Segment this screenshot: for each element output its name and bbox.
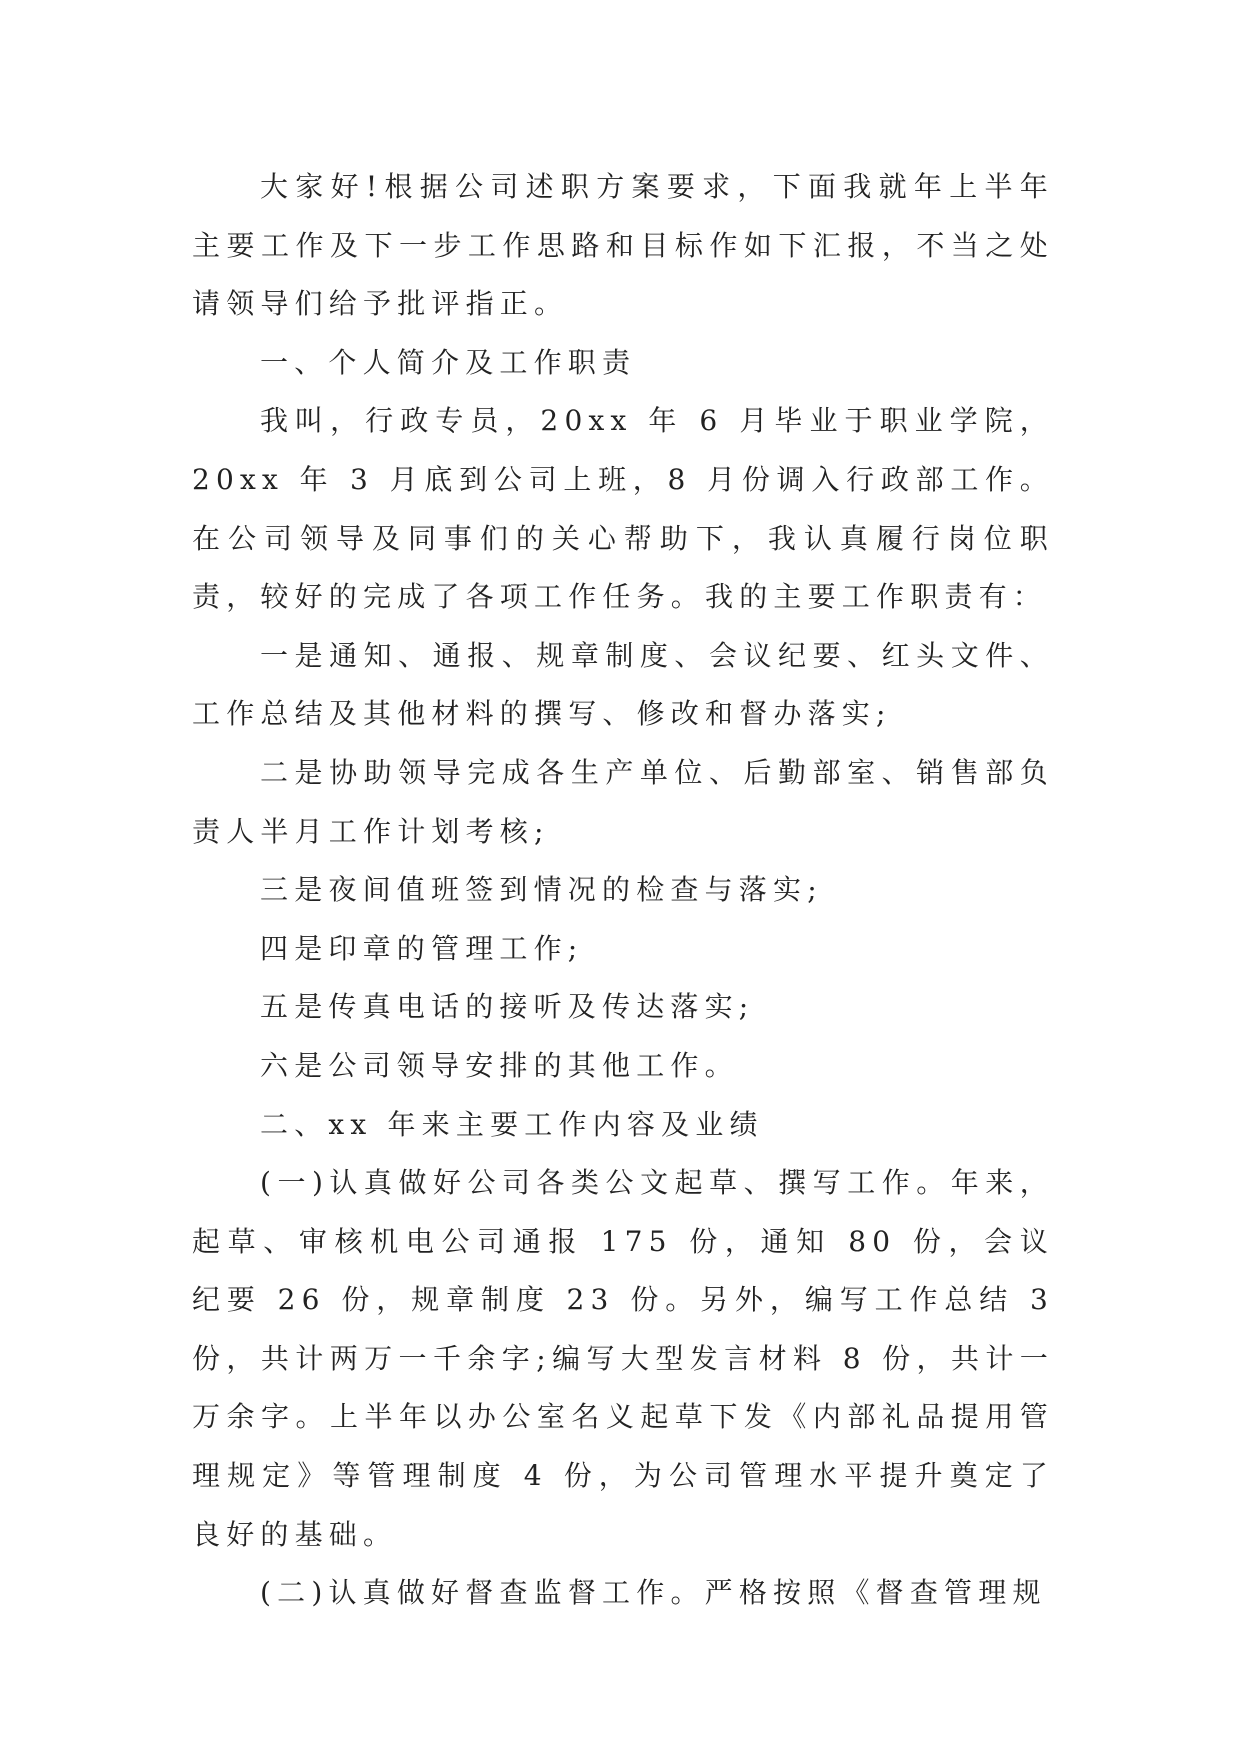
duty-item-3: 三是夜间值班签到情况的检查与落实; [260, 873, 823, 907]
paragraph-greeting: 大家好!根据公司述职方案要求，下面我就年上半年主要工作及下一步工作思路和目标作如下汇报，不当之处请领导们给予批评指正。 [192, 170, 1054, 321]
heading-main-work: 二、xx 年来主要工作内容及业绩 [260, 1107, 764, 1141]
duty-item-2: 二是协助领导完成各生产单位、后勤部室、销售部负责人半月工作计划考核; [192, 755, 1054, 848]
duty-item-1: 一是通知、通报、规章制度、会议纪要、红头文件、工作总结及其他材料的撰写、修改和督办落实; [192, 638, 1054, 731]
duty-item-6: 六是公司领导安排的其他工作。 [260, 1048, 739, 1082]
paragraph-work-item-1: (一)认真做好公司各类公文起草、撰写工作。年来，起草、审核机电公司通报 175 份，通知 80 份，会议纪要 26 份，规章制度 23 份。另外，编写工作总结 3 份，共计两万一千余字;编写大型发言材料 8 份，共计一万余字。上半年以办公室名义起草下发《内部礼品提用管理规定》等管理制度 4 份，为公司管理水平提升奠定了良好的基础。 [192, 1166, 1054, 1551]
paragraph-work-item-2: (二)认真做好督查监督工作。严格按照《督查管理规 [260, 1576, 1047, 1610]
heading-personal-profile: 一、个人简介及工作职责 [260, 345, 637, 379]
document-body [192, 158, 1054, 1623]
duty-item-5: 五是传真电话的接听及传达落实; [260, 990, 755, 1024]
paragraph-self-introduction: 我叫，行政专员，20xx 年 6 月毕业于职业学院，20xx 年 3 月底到公司上班，8 月份调入行政部工作。在公司领导及同事们的关心帮助下，我认真履行岗位职责，较好的完成了各项工作任务。我的主要工作职责有： [192, 404, 1054, 614]
duty-item-4: 四是印章的管理工作; [260, 931, 584, 965]
